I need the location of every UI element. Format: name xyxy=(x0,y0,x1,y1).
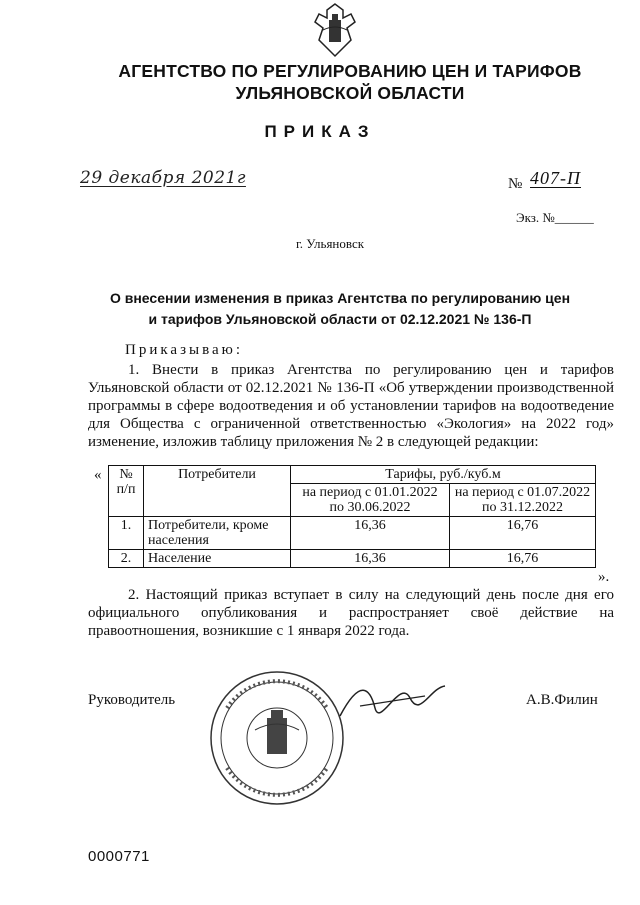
handwritten-date: 29 декабря 2021г xyxy=(80,168,246,188)
signatory-position: Руководитель xyxy=(88,692,176,708)
table-row xyxy=(109,517,596,550)
agency-name xyxy=(80,60,620,104)
serial-number: 0000771 xyxy=(88,848,150,865)
row-consumer: Потребители, кроме населения xyxy=(144,517,291,550)
table-row xyxy=(109,550,596,568)
row-tariff-1: 16,36 xyxy=(291,517,450,550)
document-type: ПРИКАЗ xyxy=(264,122,376,141)
row-tariff-2: 16,76 xyxy=(450,517,596,550)
tariff-table xyxy=(108,465,596,568)
paragraph-1: 1. Внести в приказ Агентства по регулированию цен и тарифов Ульяновской области от 02.12.2021 № 136-П «Об утверждении производственной программы в сфере водоотведения и об установлении тарифов на водоотведение для Общества с ограниченной ответственностью «Экология» на 2022 год» изменение, изложив таблицу приложения № 2 в следующей редакции: xyxy=(88,362,614,450)
header-number: № п/п xyxy=(109,466,144,517)
paragraph-2: 2. Настоящий приказ вступает в силу на следующий день после дня его официального опубликования и распространяет своё действие на правоотношения, возникшие с 1 января 2022 года. xyxy=(88,587,614,639)
row-tariff-2: 16,76 xyxy=(450,550,596,568)
city: г. Ульяновск xyxy=(295,236,365,251)
header-period-1: на период с 01.01.2022 по 30.06.2022 xyxy=(291,484,450,517)
row-tariff-1: 16,36 xyxy=(291,550,450,568)
quote-open: « xyxy=(94,467,102,483)
header-tariffs: Тарифы, руб./куб.м xyxy=(291,466,596,484)
table-header-row xyxy=(109,466,596,484)
agency-line-2: УЛЬЯНОВСКОЙ ОБЛАСТИ xyxy=(235,83,465,103)
row-number: 1. xyxy=(109,517,144,550)
quote-close: ». xyxy=(598,569,610,585)
order-word: Приказываю: xyxy=(125,342,243,358)
copy-number: Экз. №______ xyxy=(516,210,594,225)
official-seal-icon xyxy=(207,668,347,808)
header-period-2: на период с 01.07.2022 по 31.12.2022 xyxy=(450,484,596,517)
header-consumers: Потребители xyxy=(144,466,291,517)
row-consumer: Население xyxy=(144,550,291,568)
subject-line-1: О внесении изменения в приказ Агентства по регулированию цен xyxy=(109,290,571,306)
row-number: 2. xyxy=(109,550,144,568)
subject-line-2: и тарифов Ульяновской области от 02.12.2021 № 136-П xyxy=(148,311,532,327)
document-subject xyxy=(80,288,600,330)
signatory-name: А.В.Филин xyxy=(526,692,598,708)
number-label: № xyxy=(508,176,523,192)
signature-icon xyxy=(330,668,450,728)
agency-line-1: АГЕНТСТВО ПО РЕГУЛИРОВАНИЮ ЦЕН И ТАРИФОВ xyxy=(118,61,582,81)
handwritten-number: 407-П xyxy=(530,168,581,188)
coat-of-arms-icon xyxy=(303,0,367,60)
